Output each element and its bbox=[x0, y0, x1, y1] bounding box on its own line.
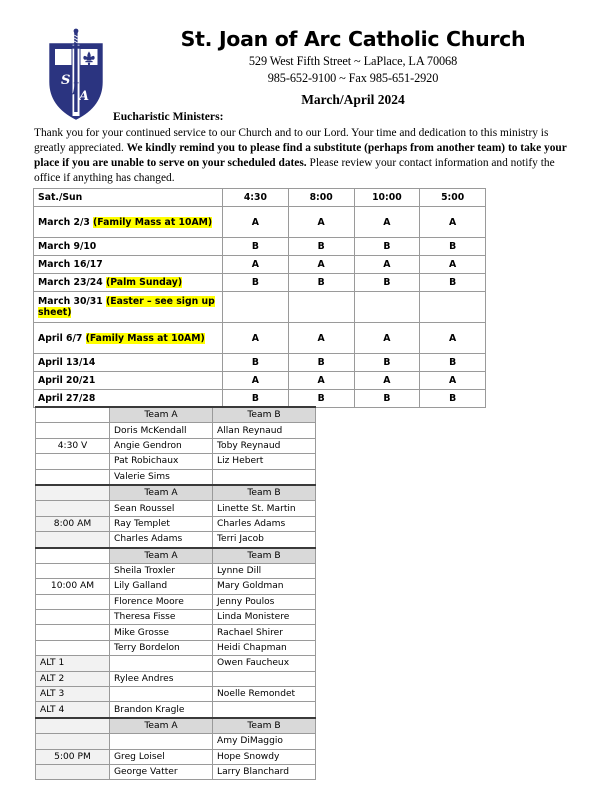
svg-text:A: A bbox=[79, 89, 90, 104]
schedule-date-highlight-note: (Family Mass at 10AM) bbox=[85, 332, 205, 344]
roster-row bbox=[36, 501, 316, 516]
schedule-row bbox=[34, 274, 486, 292]
schedule-team-cell-10:00: A bbox=[354, 372, 420, 390]
roster-team-a-header: Team A bbox=[110, 548, 213, 564]
roster-row bbox=[36, 423, 316, 438]
schedule-header-row bbox=[34, 189, 486, 207]
schedule-team-cell-10:00: B bbox=[354, 238, 420, 256]
roster-team-b-name: Rachael Shirer bbox=[213, 625, 316, 640]
roster-time-label: ALT 2 bbox=[36, 671, 110, 686]
schedule-team-cell-8:00: A bbox=[288, 372, 354, 390]
mass-schedule-table-wrapper bbox=[33, 188, 486, 408]
schedule-team-cell-8:00 bbox=[288, 292, 354, 323]
schedule-date-text: April 27/28 bbox=[38, 393, 96, 404]
roster-time-label: ALT 1 bbox=[36, 656, 110, 671]
roster-team-a-name: George Vatter bbox=[110, 764, 213, 779]
roster-time-spacer bbox=[36, 501, 110, 516]
roster-time-spacer bbox=[36, 548, 110, 564]
roster-team-a-name bbox=[110, 734, 213, 749]
schedule-team-cell-4:30: A bbox=[223, 323, 289, 354]
schedule-date-highlight-note: (Family Mass at 10AM) bbox=[93, 216, 213, 228]
schedule-team-cell-4:30: A bbox=[223, 207, 289, 238]
schedule-row bbox=[34, 256, 486, 274]
roster-time-spacer bbox=[36, 764, 110, 779]
roster-team-a-name: Lily Galland bbox=[110, 579, 213, 594]
roster-row bbox=[36, 438, 316, 453]
schedule-team-cell-10:00: A bbox=[354, 256, 420, 274]
roster-row bbox=[36, 764, 316, 779]
roster-time-spacer bbox=[36, 625, 110, 640]
schedule-date-cell bbox=[34, 238, 223, 256]
intro-paragraph bbox=[34, 126, 578, 186]
intro-text-part-2: Please review your contact information and notify the office if anything has changed. bbox=[34, 157, 555, 185]
schedule-date-text: March 2/3 bbox=[38, 216, 94, 228]
schedule-date-cell bbox=[34, 354, 223, 372]
roster-row bbox=[36, 594, 316, 609]
schedule-date-cell bbox=[34, 292, 223, 323]
roster-time-label: 8:00 AM bbox=[36, 516, 110, 531]
roster-team-b-name: Toby Reynaud bbox=[213, 438, 316, 453]
schedule-team-cell-10:00: B bbox=[354, 274, 420, 292]
schedule-date-text: March 30/31 bbox=[38, 296, 106, 307]
roster-team-a-header: Team A bbox=[110, 407, 213, 423]
schedule-row bbox=[34, 323, 486, 354]
schedule-date-cell bbox=[34, 207, 223, 238]
schedule-date-text: April 6/7 bbox=[38, 332, 86, 344]
roster-time-label: 10:00 AM bbox=[36, 579, 110, 594]
roster-time-label: ALT 3 bbox=[36, 687, 110, 702]
roster-team-b-header: Team B bbox=[213, 718, 316, 734]
roster-row bbox=[36, 656, 316, 671]
schedule-header-time-4:30: 4:30 bbox=[223, 189, 289, 207]
roster-row bbox=[36, 532, 316, 548]
roster-team-header-row bbox=[36, 548, 316, 564]
roster-team-b-name: Allan Reynaud bbox=[213, 423, 316, 438]
schedule-date-text: April 20/21 bbox=[38, 375, 96, 386]
schedule-header-time-5:00: 5:00 bbox=[420, 189, 486, 207]
roster-team-b-name: Noelle Remondet bbox=[213, 687, 316, 702]
roster-team-header-row bbox=[36, 485, 316, 501]
roster-team-b-name: Jenny Poulos bbox=[213, 594, 316, 609]
roster-team-a-name: Rylee Andres bbox=[110, 671, 213, 686]
roster-team-b-name: Heidi Chapman bbox=[213, 640, 316, 655]
roster-team-a-name: Florence Moore bbox=[110, 594, 213, 609]
roster-row bbox=[36, 563, 316, 578]
roster-team-a-name: Angie Gendron bbox=[110, 438, 213, 453]
roster-time-spacer bbox=[36, 734, 110, 749]
schedule-team-cell-5:00: A bbox=[420, 372, 486, 390]
roster-team-a-name: Brandon Kragle bbox=[110, 702, 213, 718]
schedule-team-cell-8:00: B bbox=[288, 274, 354, 292]
roster-time-spacer bbox=[36, 469, 110, 485]
roster-row bbox=[36, 469, 316, 485]
roster-team-b-name: Amy DiMaggio bbox=[213, 734, 316, 749]
roster-team-header-row bbox=[36, 718, 316, 734]
roster-team-header-row bbox=[36, 407, 316, 423]
schedule-team-cell-10:00: A bbox=[354, 207, 420, 238]
roster-time-spacer bbox=[36, 610, 110, 625]
roster-row bbox=[36, 579, 316, 594]
roster-row bbox=[36, 516, 316, 531]
roster-time-spacer bbox=[36, 640, 110, 655]
schedule-row bbox=[34, 238, 486, 256]
schedule-team-cell-5:00 bbox=[420, 292, 486, 323]
document-header bbox=[0, 0, 612, 123]
roster-team-b-name: Owen Faucheux bbox=[213, 656, 316, 671]
team-roster-table-wrapper bbox=[35, 406, 296, 780]
roster-team-a-name: Terry Bordelon bbox=[110, 640, 213, 655]
roster-time-spacer bbox=[36, 407, 110, 423]
schedule-date-cell bbox=[34, 390, 223, 408]
roster-time-label: 5:00 PM bbox=[36, 749, 110, 764]
schedule-team-cell-8:00: B bbox=[288, 354, 354, 372]
roster-row bbox=[36, 702, 316, 718]
schedule-team-cell-8:00: A bbox=[288, 323, 354, 354]
roster-row bbox=[36, 454, 316, 469]
schedule-team-cell-4:30: A bbox=[223, 372, 289, 390]
roster-team-a-name: Theresa Fisse bbox=[110, 610, 213, 625]
roster-time-spacer bbox=[36, 532, 110, 548]
schedule-team-cell-4:30: B bbox=[223, 354, 289, 372]
schedule-header-dates: Sat./Sun bbox=[34, 189, 223, 207]
roster-time-label: 4:30 V bbox=[36, 438, 110, 453]
schedule-team-cell-4:30: B bbox=[223, 238, 289, 256]
roster-team-b-name: Terri Jacob bbox=[213, 532, 316, 548]
schedule-date-cell bbox=[34, 274, 223, 292]
roster-team-a-name: Doris McKendall bbox=[110, 423, 213, 438]
roster-team-a-name: Pat Robichaux bbox=[110, 454, 213, 469]
schedule-date-text: March 23/24 bbox=[38, 277, 106, 288]
roster-team-b-name: Charles Adams bbox=[213, 516, 316, 531]
roster-team-b-name bbox=[213, 671, 316, 686]
roster-team-b-name: Mary Goldman bbox=[213, 579, 316, 594]
schedule-row bbox=[34, 207, 486, 238]
roster-row bbox=[36, 640, 316, 655]
roster-team-a-name bbox=[110, 656, 213, 671]
schedule-team-cell-8:00: A bbox=[288, 207, 354, 238]
roster-time-spacer bbox=[36, 423, 110, 438]
schedule-team-cell-5:00: B bbox=[420, 354, 486, 372]
schedule-team-cell-8:00: B bbox=[288, 390, 354, 408]
roster-team-b-name bbox=[213, 702, 316, 718]
schedule-date-cell bbox=[34, 372, 223, 390]
schedule-header-time-10:00: 10:00 bbox=[354, 189, 420, 207]
schedule-team-cell-5:00: A bbox=[420, 207, 486, 238]
roster-team-a-name: Ray Templet bbox=[110, 516, 213, 531]
roster-row bbox=[36, 610, 316, 625]
roster-team-b-name bbox=[213, 469, 316, 485]
schedule-team-cell-10:00 bbox=[354, 292, 420, 323]
schedule-team-cell-10:00: B bbox=[354, 390, 420, 408]
schedule-team-cell-5:00: A bbox=[420, 323, 486, 354]
roster-team-b-name: Liz Hebert bbox=[213, 454, 316, 469]
schedule-date-highlight-note: (Easter – see sign up sheet) bbox=[38, 296, 215, 318]
roster-team-b-header: Team B bbox=[213, 485, 316, 501]
page-title: St. Joan of Arc Catholic Church bbox=[180, 27, 526, 51]
schedule-row bbox=[34, 292, 486, 323]
schedule-row bbox=[34, 390, 486, 408]
schedule-team-cell-5:00: B bbox=[420, 390, 486, 408]
schedule-team-cell-8:00: A bbox=[288, 256, 354, 274]
schedule-team-cell-4:30: B bbox=[223, 390, 289, 408]
svg-text:S: S bbox=[61, 73, 71, 88]
roster-time-spacer bbox=[36, 563, 110, 578]
schedule-team-cell-5:00: B bbox=[420, 238, 486, 256]
roster-team-a-name: Sean Roussel bbox=[110, 501, 213, 516]
roster-team-a-name bbox=[110, 687, 213, 702]
period-heading: March/April 2024 bbox=[301, 92, 405, 107]
schedule-team-cell-5:00: B bbox=[420, 274, 486, 292]
svg-text:J: J bbox=[72, 81, 79, 96]
roster-row bbox=[36, 749, 316, 764]
roster-team-a-name: Charles Adams bbox=[110, 532, 213, 548]
roster-row bbox=[36, 671, 316, 686]
roster-team-b-name: Linda Monistere bbox=[213, 610, 316, 625]
schedule-team-cell-4:30 bbox=[223, 292, 289, 323]
roster-row bbox=[36, 734, 316, 749]
schedule-team-cell-10:00: A bbox=[354, 323, 420, 354]
roster-time-spacer bbox=[36, 594, 110, 609]
schedule-header-time-8:00: 8:00 bbox=[288, 189, 354, 207]
schedule-date-highlight-note: (Palm Sunday) bbox=[105, 277, 183, 288]
address-line-1: 529 West Fifth Street ~ LaPlace, LA 70068 bbox=[248, 53, 458, 68]
roster-team-b-header: Team B bbox=[213, 407, 316, 423]
roster-team-a-header: Team A bbox=[110, 485, 213, 501]
roster-time-spacer bbox=[36, 718, 110, 734]
schedule-team-cell-10:00: B bbox=[354, 354, 420, 372]
schedule-date-text: March 16/17 bbox=[38, 259, 103, 270]
roster-time-label: ALT 4 bbox=[36, 702, 110, 718]
roster-team-b-name: Lynne Dill bbox=[213, 563, 316, 578]
roster-row bbox=[36, 625, 316, 640]
schedule-team-cell-5:00: A bbox=[420, 256, 486, 274]
schedule-team-cell-4:30: A bbox=[223, 256, 289, 274]
role-heading: Eucharistic Ministers: bbox=[113, 110, 224, 123]
roster-team-a-name: Greg Loisel bbox=[110, 749, 213, 764]
saint-joan-of-arc-shield-logo bbox=[44, 26, 108, 122]
mass-schedule-table bbox=[33, 188, 486, 408]
title-block bbox=[118, 28, 588, 86]
schedule-date-text: April 13/14 bbox=[38, 357, 96, 368]
roster-team-b-name: Larry Blanchard bbox=[213, 764, 316, 779]
schedule-team-cell-8:00: B bbox=[288, 238, 354, 256]
phone-fax-line: 985-652-9100 ~ Fax 985-651-2920 bbox=[267, 70, 439, 85]
team-roster-table bbox=[35, 406, 316, 780]
roster-team-a-name: Sheila Troxler bbox=[110, 563, 213, 578]
roster-team-b-header: Team B bbox=[213, 548, 316, 564]
roster-row bbox=[36, 687, 316, 702]
schedule-date-text: March 9/10 bbox=[38, 241, 97, 252]
roster-time-spacer bbox=[36, 454, 110, 469]
schedule-row bbox=[34, 372, 486, 390]
schedule-date-cell bbox=[34, 256, 223, 274]
schedule-row bbox=[34, 354, 486, 372]
intro-text-part-1: Thank you for your continued service to our Church and to our Lord. Your time and dedication to this ministry is greatly appreciated. bbox=[34, 127, 549, 155]
roster-team-a-name: Valerie Sims bbox=[110, 469, 213, 485]
roster-time-spacer bbox=[36, 485, 110, 501]
roster-team-b-name: Linette St. Martin bbox=[213, 501, 316, 516]
schedule-date-cell bbox=[34, 323, 223, 354]
roster-team-a-header: Team A bbox=[110, 718, 213, 734]
intro-text-bold: We kindly remind you to please find a substitute (perhaps from another team) to take your place if you are unable to serve on your scheduled dates. bbox=[34, 142, 567, 170]
schedule-team-cell-4:30: B bbox=[223, 274, 289, 292]
roster-team-a-name: Mike Grosse bbox=[110, 625, 213, 640]
roster-team-b-name: Hope Snowdy bbox=[213, 749, 316, 764]
